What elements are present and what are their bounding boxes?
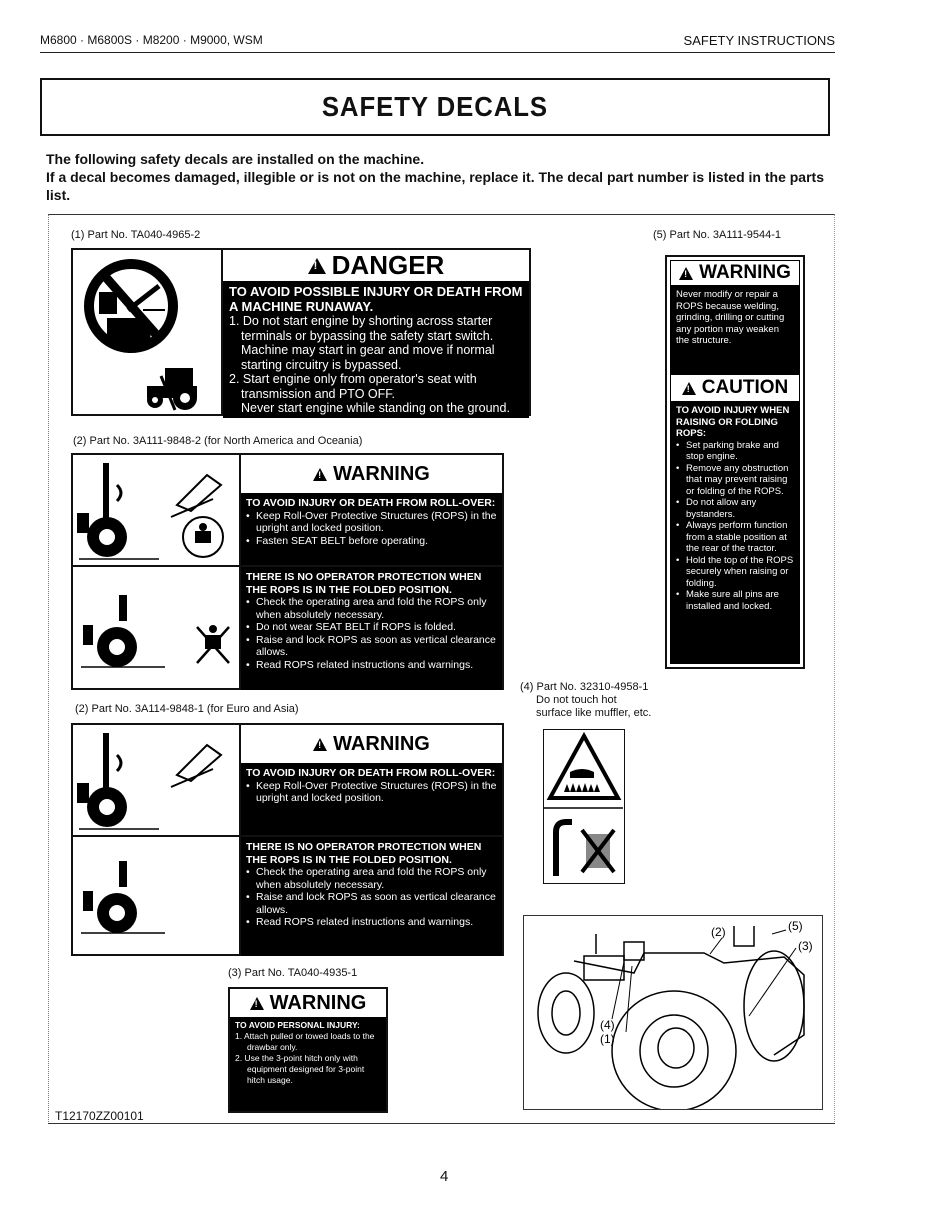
intro-line-2: If a decal becomes damaged, illegible or is not on the machine, replace it. The decal part number is listed in the parts list. [46,169,824,203]
decal3-label: (3) Part No. TA040-4935-1 [228,967,358,979]
decal5-item: • Always perform function from a stable position at the rear of the tractor. [676,520,794,555]
rops-upright-seatbelt-icon [73,455,239,563]
decal2b-upper-heading: TO AVOID INJURY OR DEATH FROM ROLL-OVER: [246,767,496,779]
callout-3: (3) [798,939,813,953]
decal5-signal2-header [670,374,800,402]
rops-folded-icon [73,837,239,954]
decal2a-label: (2) Part No. 3A111-9848-2 (for North America and Oceania) [73,435,363,447]
warning-triangle-icon [679,267,693,280]
header-models: M6800 · M6800S · M8200 · M9000, WSM [40,33,263,47]
decal4-label: (4) Part No. 32310-4958-1 [520,681,649,693]
decal1-item: 1. Do not start engine by shorting across starter terminals or bypassing the safety start switch. Machine may start in gear and move if normal starting circuitry is bypassed. [229,314,495,372]
intro-line-1: The following safety decals are installed on the machine. [46,151,425,167]
callout-4: (4) [600,1018,615,1032]
decal1-body [223,283,529,418]
decal1-item: 2. Start engine only from operator's seat with transmission and PTO OFF. [229,372,477,401]
decal2a-upper-heading: TO AVOID INJURY OR DEATH FROM ROLL-OVER: [246,497,496,509]
decal2a-lower-heading: THERE IS NO OPERATOR PROTECTION WHEN THE ROPS IS IN THE FOLDED POSITION. [246,571,482,596]
callout-5: (5) [788,919,803,933]
warning-triangle-icon [313,468,327,481]
decal1-signal: DANGER [331,250,445,280]
decal1-signal-header [223,250,529,283]
decal2a-upper-item: • Keep Roll-Over Protective Structures (ROPS) in the upright and locked position. [246,510,497,535]
decal3-signal: WARNING [269,991,367,1014]
decal-2a-warning [71,453,504,690]
header-section: SAFETY INSTRUCTIONS [683,33,835,48]
no-shorting-terminals-icon [73,250,219,414]
header-rule [40,52,835,53]
decal2b-lower-body [241,837,502,956]
decal2a-lower-item: • Read ROPS related instructions and warnings. [246,659,497,672]
warning-triangle-icon [308,258,326,274]
warning-triangle-icon [313,738,327,751]
decal2b-upper-item: • Keep Roll-Over Protective Structures (ROPS) in the upright and locked position. [246,780,497,805]
rops-folded-no-seatbelt-icon [73,567,239,688]
no-touch-glove-icon [556,822,614,876]
decal2b-signal-header [241,725,502,763]
decal2a-lower-item: • Raise and lock ROPS as soon as vertical clearance allows. [246,634,497,659]
decal3-item: 2. Use the 3-point hitch only with equipment designed for 3-point hitch usage. [235,1053,365,1085]
hot-surface-icon [544,730,623,882]
decal3-heading: TO AVOID PERSONAL INJURY: [235,1020,360,1030]
decal5-item: • Remove any obstruction that may prevent raising or folding of the ROPS. [676,463,794,498]
decal5-item: • Do not allow any bystanders. [676,497,794,520]
decal2a-lower-item: • Do not wear SEAT BELT if ROPS is folded. [246,621,497,634]
decal4-desc-2: surface like muffler, etc. [536,707,652,719]
decal2a-lower-pictogram [73,567,241,690]
decal1-heading: TO AVOID POSSIBLE INJURY OR DEATH FROM A MACHINE RUNAWAY. [229,284,523,314]
decal2b-upper-body [241,763,502,835]
decal-1-danger [71,248,531,416]
decal2a-lower-body [241,567,502,690]
intro-text [46,150,836,204]
decal4-label-block [520,681,651,720]
decal2b-label: (2) Part No. 3A114-9848-1 (for Euro and Asia) [75,703,299,715]
decal2b-lower-item: • Read ROPS related instructions and warnings. [246,916,497,929]
decal5-text1: Never modify or repair a ROPS because welding, grinding, drilling or cutting any portion may weaken the structure. [670,286,800,374]
decal2b-upper-pictogram [73,725,241,835]
decal2b-lower-item: • Check the operating area and fold the ROPS only when absolutely necessary. [246,866,497,891]
decal2b-lower-pictogram [73,837,241,956]
decal5-item: • Hold the top of the ROPS securely when raising or folding. [676,555,794,590]
callout-1: (1) [600,1032,615,1046]
callout-2: (2) [711,925,726,939]
decal2b-lower-item: • Raise and lock ROPS as soon as vertical clearance allows. [246,891,497,916]
page-title: SAFETY DECALS [321,91,549,122]
frame-bottom-rule [48,1123,835,1124]
decal-3-warning [228,987,388,1113]
decal5-item: • Set parking brake and stop engine. [676,440,794,463]
decal5-item: • Make sure all pins are installed and locked. [676,589,794,612]
decal2a-upper-pictogram [73,455,241,565]
decal5-signal1-header [670,260,800,286]
decal3-item: 1. Attach pulled or towed loads to the drawbar only. [235,1031,375,1052]
decal3-signal-header [230,989,386,1017]
decal1-pictogram [73,250,223,414]
rops-upright-icon [73,725,239,833]
warning-triangle-icon [250,997,264,1010]
decal1-label: (1) Part No. TA040-4965-2 [71,229,201,241]
decal2a-upper-body [241,493,502,565]
decal2a-lower-item: • Check the operating area and fold the ROPS only when absolutely necessary. [246,596,497,621]
decal-4-hot-surface [543,729,625,884]
decal5-label: (5) Part No. 3A111-9544-1 [653,229,781,241]
title-box [40,78,830,136]
decal5-heading2: TO AVOID INJURY WHEN RAISING OR FOLDING ROPS: [676,405,790,439]
decal4-desc-1: Do not touch hot [536,694,617,706]
decal2b-lower-heading: THERE IS NO OPERATOR PROTECTION WHEN THE ROPS IS IN THE FOLDED POSITION. [246,841,482,866]
page-number: 4 [440,1168,449,1185]
decal-5-warning-caution [665,255,805,669]
tractor-runaway-icon [147,368,197,410]
decal1-item: Never start engine while standing on the ground. [241,401,510,415]
decal2b-signal: WARNING [333,732,430,755]
caution-triangle-icon [682,382,696,395]
decal2a-upper-item: • Fasten SEAT BELT before operating. [246,535,497,548]
decal-2b-warning [71,723,504,956]
tractor-illustration [524,916,822,1109]
decal5-signal2: CAUTION [701,377,789,398]
tractor-location-diagram [523,915,823,1110]
decal2a-signal-header [241,455,502,493]
decal5-signal1: WARNING [699,262,791,283]
decal5-caution-body [670,402,800,664]
decal3-body [230,1017,386,1111]
figure-id: T12170ZZ00101 [55,1109,144,1123]
decal2a-signal: WARNING [333,462,430,485]
